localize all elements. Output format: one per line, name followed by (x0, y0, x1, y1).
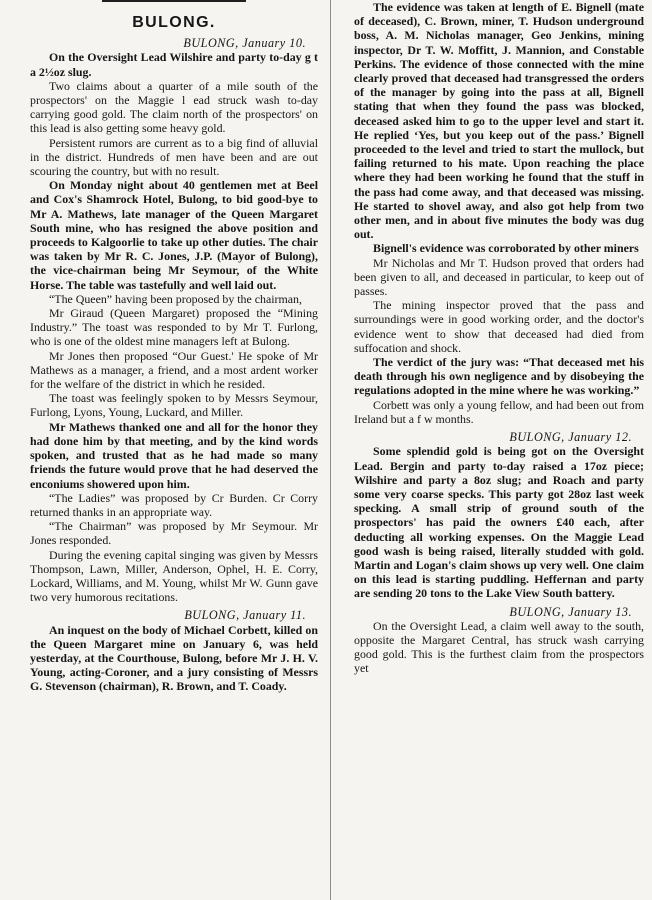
paragraph: Mr Giraud (Queen Margaret) proposed the “Mining Industry.” The toast was responded to by Mr T. Furlong, who is one of the oldest mine managers left at Bulong. (30, 306, 318, 349)
right-column (354, 0, 644, 900)
column-divider (330, 0, 331, 900)
paragraph: Mr Jones then proposed “Our Guest.' He spoke of Mr Mathews as a manager, a friend, and a most ardent worker for the welfare of the district in which he resided. (30, 348, 318, 392)
dateline-jan-11: BULONG, January 11. (184, 608, 306, 623)
paragraph: “The Ladies” was proposed by Cr Burden. Cr Corry returned thanks in an appropriate way. (30, 490, 318, 519)
paragraph: An inquest on the body of Michael Corbett, killed on the Queen Margaret mine on January 6, was held yesterday, at the Courthouse, Bulong, before Mr J. H. V. Young, acting-Coroner, and a jury consisting of Messrs G. Stevenson (chairman), R. Brown, and T. Coady. (30, 622, 318, 694)
paragraph: On the Oversight Lead Wilshire and party to-day g t a 2½oz slug. (30, 50, 318, 79)
paragraph: On the Oversight Lead, a claim well away to the south, opposite the Margaret Central, has struck wash carrying good gold. This is the furthest claim from the prospectors yet (354, 618, 644, 676)
paragraph: Bignell's evidence was corroborated by other miners (373, 241, 639, 256)
paragraph: The verdict of the jury was: “That deceased met his death through his own negligence and by disobeying the regulations adopted in the mine where he was working.” (354, 355, 644, 398)
paragraph: The mining inspector proved that the pass and surroundings were in good working order, and the doctor's evidence went to show that deceased had died from suffocation and shock. (354, 298, 644, 355)
paragraph: On Monday night about 40 gentlemen met at Beel and Cox's Shamrock Hotel, Bulong, to bid good-bye to Mr A. Mathews, late manager of the Queen Margaret South mine, who has resigned the above position and proceeds to Kalgoorlie to take up other duties. The chair was taken by Mr R. C. Jones, J.P. (Mayor of Bulong), the vice-chairman being Mr Seymour, of the White Horse. The table was tastefully and well laid out. (30, 178, 318, 292)
paragraph: Corbett was only a young fellow, and had been out from Ireland but a f w months. (354, 397, 644, 426)
paragraph: During the evening capital singing was given by Messrs Thompson, Lawn, Miller, Anderson, Ophel, H. E. Corry, Lockard, Williams, and M. Young, whilst Mr W. Gunn gave two very humorous recitations. (30, 547, 318, 605)
left-column (30, 0, 318, 900)
dateline-jan-12: BULONG, January 12. (509, 430, 632, 445)
headline-rule (102, 0, 246, 7)
paragraph: Mr Nicholas and Mr T. Hudson proved that orders had been given to all, and deceased in particular, to keep out of passes. (354, 255, 644, 299)
paragraph: “The Chairman” was proposed by Mr Seymour. Mr Jones responded. (30, 519, 318, 548)
paragraph: “The Queen” having been proposed by the chairman, (49, 291, 302, 306)
paragraph: The toast was feelingly spoken to by Messrs Seymour, Furlong, Lyons, Young, Luckard, and Miller. (30, 391, 318, 420)
paragraph: Some splendid gold is being got on the Oversight Lead. Bergin and party to-day raised a 17oz piece; Wilshire and party a 8oz slug; and Roach and party some very coarse specks. This party got 28oz last week specking. A small strip of ground south of the prospectors' has paid the owners £40 each, after deducting all working expenses. On the Maggie Lead good wash is being raised, literally studded with gold. Martin and Logan's claim shows up very well. One claim on this lead is starting puddling. Heffernan and party are sending 20 tons to the Lake View South battery. (354, 444, 644, 601)
paragraph: Two claims about a quarter of a mile south of the prospectors' on the Maggie l ead struck wash to-day carrying good gold. The claim north of the prospectors' on this lead is also getting some heavy gold. (30, 78, 318, 136)
paragraph: The evidence was taken at length of E. Bignell (mate of deceased), C. Brown, miner, T. Hudson underground boss, A. M. Nicholas manager, Geo Jenkins, mining inspector, Dr T. W. Moffitt, J. Mannion, and Constable Perkins. The evidence of those connected with the mine clearly proved that deceased had transgressed the orders of the manager by going into the pass at all, Bignell stating that when they found the pass was blocked, deceased asked him to go to the upper level and start it. He replied ‘Yes, but you keep out of the pass.’ Bignell proceeded to the level and tried to start the mullock, but failing returned to his mate. Upon reaching the place where they had been working he found that the stuff in the pass had come away, and that deceased was missing. He started to shovel away, and also got help from two other men, and in about five minutes the body was dug out. (354, 0, 644, 242)
paragraph: Persistent rumors are current as to a big find of alluvial in the district. Hundreds of men have been and are out scouring the country, but with no result. (30, 135, 318, 179)
dateline-jan-10: BULONG, January 10. (183, 36, 306, 51)
paragraph: Mr Mathews thanked one and all for the honor they had done him by that meeting, and by the kind words spoken, and trusted that as he had made so many friends the future would prove that he had deserved the enconiums showered upon him. (30, 419, 318, 491)
article-headline: BULONG. (132, 14, 216, 31)
dateline-jan-13: BULONG, January 13. (509, 604, 632, 619)
